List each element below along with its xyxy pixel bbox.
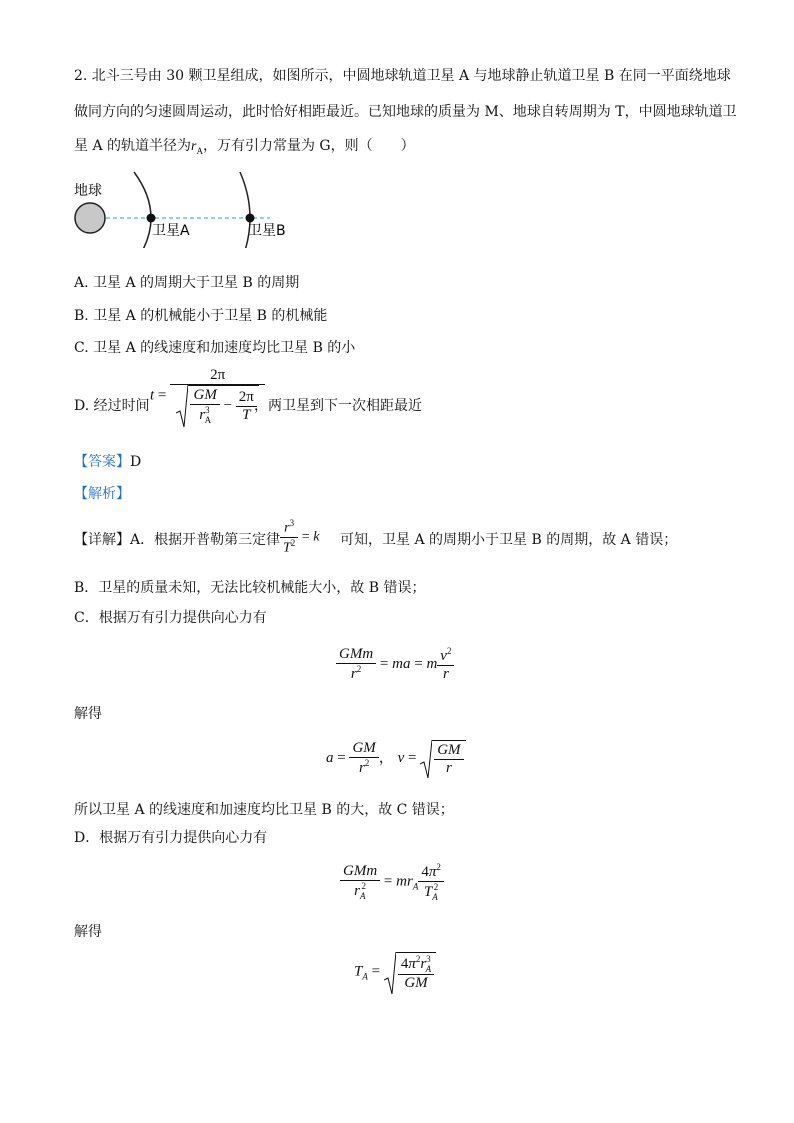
earth-circle xyxy=(75,203,105,233)
solution-equation-2: $T_A$ = $\frac{4\pi^2r^3_A}{GM}$ xyxy=(354,952,436,992)
question-line-1: 2. 北斗三号由 30 颗卫星组成，如图所示，中圆地球轨道卫星 A 与地球静止轨道卫星 B 在同一平面绕地球 xyxy=(74,68,731,84)
detail-b: B．卫星的质量未知，无法比较机械能大小，故 B 错误； xyxy=(74,580,426,596)
earth-label: 地球 xyxy=(74,183,102,199)
radius-symbol: r xyxy=(191,139,197,154)
satellite-a-dot xyxy=(147,214,156,223)
solve-label-1: 解得 xyxy=(74,706,102,722)
answer-tag: 【答案】 xyxy=(74,454,130,470)
detail-c-intro: C．根据万有引力提供向心力有 xyxy=(74,610,267,626)
answer-line xyxy=(74,452,141,472)
orbit-figure xyxy=(70,168,310,248)
question-line-3: 星 A 的轨道半径为$r_A$，万有引力常量为 G，则（ ） xyxy=(74,138,415,156)
orbit-a-arc xyxy=(134,172,151,248)
question-line-2: 做同方向的匀速圆周运动，此时恰好相距最近。已知地球的质量为 M、地球自转周期为 T，中圆地球轨道卫 xyxy=(74,104,737,120)
option-c: C. 卫星 A 的线速度和加速度均比卫星 B 的小 xyxy=(74,340,356,356)
question-line-3-text-b: ，万有引力常量为 G，则（ ） xyxy=(202,138,415,154)
option-b: B. 卫星 A 的机械能小于卫星 B 的机械能 xyxy=(74,308,328,324)
detail-a-suffix: 可知，卫星 A 的周期小于卫星 B 的周期，故 A 错误； xyxy=(340,532,678,548)
satellite-b-label: 卫星B xyxy=(248,223,286,239)
question-line-3-text-a: 星 A 的轨道半径为 xyxy=(74,138,192,154)
detail-c-conclusion: 所以卫星 A 的线速度和加速度均比卫星 B 的大，故 C 错误； xyxy=(74,802,454,818)
gravity-equation-2: $\frac{\text{GMm}}{r_A^2}$ = $mr_A$ $\frac{4\pi^2}{T_A^2}$ xyxy=(340,862,444,902)
detail-d-intro: D．根据万有引力提供向心力有 xyxy=(74,830,268,846)
option-d-suffix: ，两卫星到下一次相距最近 xyxy=(254,398,422,414)
option-d-formula: t = 2π $\frac{GM}{r^3_A}$ − $\frac{2\pi}{T}$ xyxy=(150,367,265,425)
kepler-formula: $\frac{r^3}{T^2}$ = k xyxy=(280,518,319,556)
solve-label-2: 解得 xyxy=(74,924,102,940)
satellite-b-dot xyxy=(246,214,255,223)
gravity-equation-1: $\frac{\text{GMm}}{r^2}$ = ma = m $\frac{v^2}{r}$ xyxy=(336,646,454,683)
solution-equation-1: a = $\frac{GM}{r^2}$ ， v = $\frac{GM}{r}$ xyxy=(326,740,466,777)
option-d-prefix: D. 经过时间 xyxy=(74,398,150,414)
analysis-tag: 【解析】 xyxy=(74,486,130,502)
option-a: A. 卫星 A 的周期大于卫星 B 的周期 xyxy=(74,275,300,291)
detail-a-prefix: 【详解】A．根据开普勒第三定律 xyxy=(74,532,281,548)
satellite-a-label: 卫星A xyxy=(152,223,190,239)
answer-value: D xyxy=(130,454,142,470)
